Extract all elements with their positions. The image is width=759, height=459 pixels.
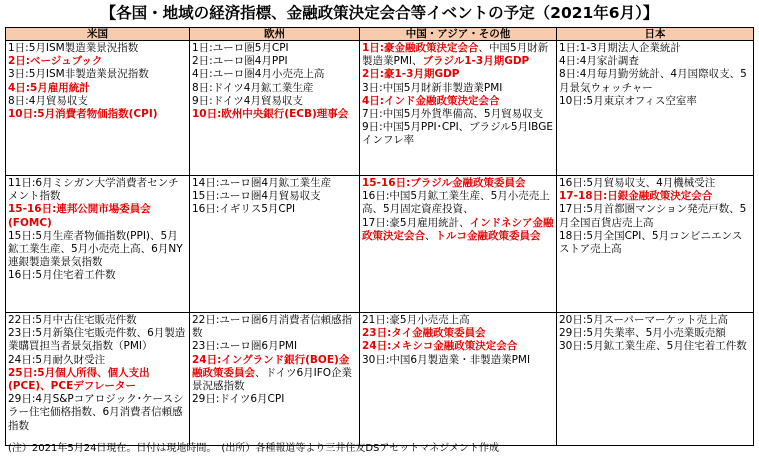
event-item: 30日:5月鉱工業生産、5月住宅着工件数 xyxy=(559,340,747,353)
event-item: 15-16日:ブラジル金融政策委員会 xyxy=(362,177,526,189)
event-item: 23日:タイ金融政策委員会 xyxy=(362,327,486,340)
cell-japan xyxy=(557,41,754,176)
event-item: 24日:メキシコ金融政策決定会合 xyxy=(362,340,518,353)
header-asia-other: 中国・アジア・その他 xyxy=(360,28,557,41)
event-item: 29日:4月S&Pコアロジック･ケースシラー住宅価格指数、6月消費者信頼感指数 xyxy=(8,393,184,432)
event-highlight: 1日:豪金融政策決定会合 xyxy=(362,42,479,54)
event-item: 23日:ユーロ圏6月PMI xyxy=(192,340,298,353)
cell-us xyxy=(6,176,190,313)
event-item: 18日:5月全国CPI、5月コンビニエンスストア売上高 xyxy=(559,229,743,256)
event-item: 4日:インド金融政策決定会合 xyxy=(362,94,500,107)
event-item: 9日:ドイツ4月貿易収支 xyxy=(192,94,303,107)
event-item: 7日:中国5月外貨準備高、5月貿易収支 xyxy=(362,108,544,121)
event-highlight: 24日:イングランド銀行(BOE)金融政策委員会 xyxy=(192,353,350,379)
table-row xyxy=(6,41,754,176)
event-text: 、 xyxy=(425,229,436,242)
event-item: 15-16日:連邦公開市場委員会(FOMC) xyxy=(8,203,151,229)
event-item: 17日:5月首都圏マンション発売戸数、5月全国百貨店売上高 xyxy=(559,203,747,229)
event-item: 8日:4月貿易収支 xyxy=(8,94,88,107)
event-item: 16日:5月住宅着工件数 xyxy=(8,269,116,282)
event-highlight: トルコ金融政策委員会 xyxy=(435,229,541,242)
event-item: 10日:5月東京オフィス空室率 xyxy=(559,94,697,107)
header-row xyxy=(6,28,754,41)
event-item xyxy=(362,217,554,243)
cell-us xyxy=(6,313,190,446)
event-item: 16日:5月貿易収支、4月機械受注 xyxy=(559,177,716,189)
event-text: 、ドイツ6月IFO企業景況感指数 xyxy=(192,366,353,393)
cell-europe xyxy=(190,176,360,313)
event-item: 8日:4月毎月勤労統計、4月国際収支、5月景気ウォッチャー xyxy=(559,68,747,94)
event-item: 16日:イギリス5月CPI xyxy=(192,203,296,216)
event-item: 15日:5月生産者物価指数(PPI)、5月鉱工業生産、5月小売売上高、6月NY連銀製造業景気指数 xyxy=(8,229,183,269)
event-text: 17日:豪5月雇用統計、 xyxy=(362,216,470,229)
event-item: 11日:6月ミシガン大学消費者センチメント指数 xyxy=(8,177,179,203)
header-us: 米国 xyxy=(6,28,190,41)
cell-japan xyxy=(557,313,754,446)
event-item: 3日:中国5月財新非製造業PMI xyxy=(362,81,503,94)
event-item: 29日:5月失業率、5月小売業販売額 xyxy=(559,327,726,340)
event-item: 1日:1-3月期法人企業統計 xyxy=(559,42,681,54)
event-item: 16日:中国5月鉱工業生産、5月小売売上高、5月固定資産投資、 xyxy=(362,190,550,216)
event-item: 29日:ドイツ6月CPI xyxy=(192,393,285,406)
header-japan: 日本 xyxy=(557,28,754,41)
event-text: 、中国5月財新製造業PMI、 xyxy=(362,42,549,68)
event-item: 30日:中国6月製造業・非製造業PMI xyxy=(362,353,531,366)
event-item: 25日:5月個人所得、個人支出(PCE)、PCEデフレーター xyxy=(8,366,150,393)
event-highlight: ブラジル1-3月期GDP xyxy=(422,55,530,68)
event-item: 4日:4月家計調査 xyxy=(559,55,639,68)
cell-asia-other xyxy=(360,313,557,446)
table-row xyxy=(6,176,754,313)
event-item: 9日:中国5月PPI･CPI、ブラジル5月IBGEインフレ率 xyxy=(362,121,553,147)
event-item: 14日:ユーロ圏4月鉱工業生産 xyxy=(192,177,332,189)
event-item: 8日:ドイツ4月鉱工業生産 xyxy=(192,81,314,94)
event-item: 4日:ユーロ圏4月小売売上高 xyxy=(192,68,325,81)
cell-europe xyxy=(190,313,360,446)
event-item: 22日:ユーロ圏6月消費者信頼感指数 xyxy=(192,314,353,340)
event-item: 10日:欧州中央銀行(ECB)理事会 xyxy=(192,108,349,121)
event-schedule-table xyxy=(5,27,754,446)
event-item: 20日:5月スーパーマーケット売上高 xyxy=(559,314,729,326)
header-europe: 欧州 xyxy=(190,28,360,41)
event-highlight: インドネシア金融政策決定会合 xyxy=(362,216,554,242)
event-item: 4日:5月雇用統計 xyxy=(8,81,90,94)
cell-europe xyxy=(190,41,360,176)
event-item: 22日:5月中古住宅販売件数 xyxy=(8,314,137,326)
cell-asia-other xyxy=(360,41,557,176)
page-title: 【各国・地域の経済指標、金融政策決定会合等イベントの予定（2021年6月）】 xyxy=(100,4,659,22)
cell-asia-other xyxy=(360,176,557,313)
event-item: 23日:5月新築住宅販売件数、6月製造業購買担当者景気指数（PMI） xyxy=(8,327,186,353)
event-item xyxy=(362,42,554,68)
cell-japan xyxy=(557,176,754,313)
table-row xyxy=(6,313,754,446)
event-item: 21日:豪5月小売売上高 xyxy=(362,314,470,326)
event-item: 1日:ユーロ圏5月CPI xyxy=(192,42,289,54)
event-item: 17-18日:日銀金融政策決定会合 xyxy=(559,190,713,203)
footnote: (注）2021年5月24日現在。日付は現地時間。 (出所）各種報道等より三井住友DSアセットマネジメント作成 xyxy=(8,443,499,454)
event-item: 15日:ユーロ圏4月貿易収支 xyxy=(192,190,321,203)
event-item: 24日:5月耐久財受注 xyxy=(8,353,106,366)
event-item xyxy=(192,354,357,394)
event-item: 2日:ユーロ圏4月PPI xyxy=(192,55,288,68)
event-item: 10日:5月消費者物価指数(CPI) xyxy=(8,108,158,121)
event-item: 2日:ベージュブック xyxy=(8,55,103,68)
event-item: 3日:5月ISM非製造業景況指数 xyxy=(8,68,149,81)
event-item: 1日:5月ISM製造業景況指数 xyxy=(8,42,139,54)
event-item: 2日:豪1-3月期GDP xyxy=(362,68,460,81)
cell-us xyxy=(6,41,190,176)
